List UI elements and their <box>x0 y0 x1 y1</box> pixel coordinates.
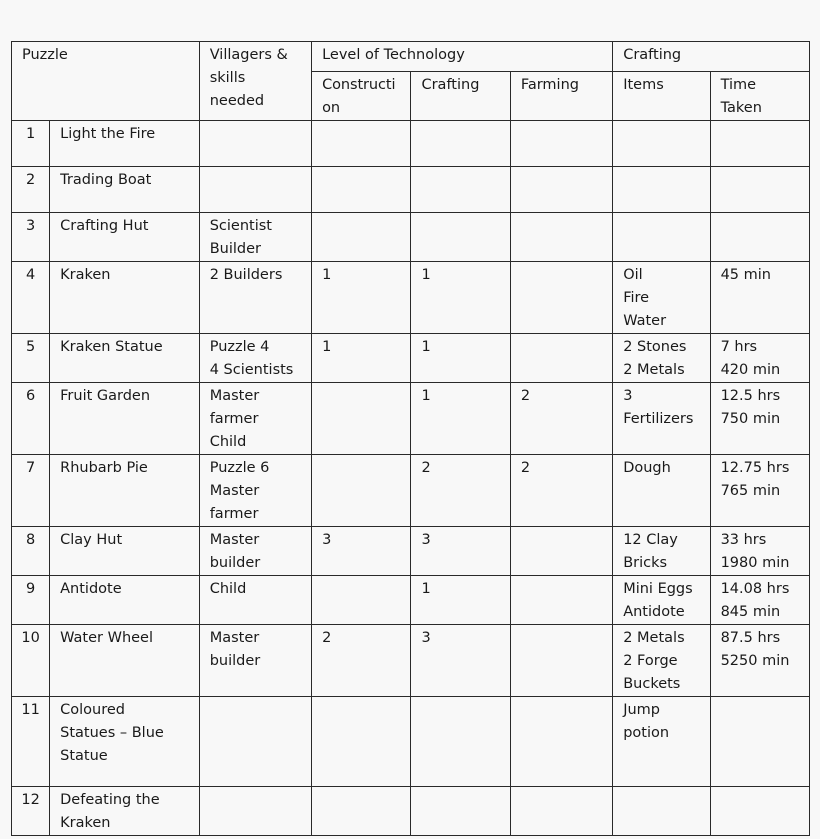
time-taken: 87.5 hrs 5250 min <box>710 625 809 697</box>
row-number: 10 <box>12 625 50 697</box>
table-row <box>12 383 810 455</box>
farming-level <box>510 213 612 262</box>
puzzle-name: Crafting Hut <box>50 213 200 262</box>
villagers-skills: Puzzle 4 4 Scientists <box>199 334 311 383</box>
time-taken <box>710 121 809 167</box>
puzzle-name: Rhubarb Pie <box>50 455 200 527</box>
puzzle-name: Fruit Garden <box>50 383 200 455</box>
document-page <box>11 41 810 836</box>
crafting-level: 3 <box>411 625 510 697</box>
construction-level <box>312 121 411 167</box>
time-taken: 7 hrs 420 min <box>710 334 809 383</box>
header-construction: Constructi on <box>312 72 411 121</box>
farming-level <box>510 787 612 836</box>
farming-level: 2 <box>510 383 612 455</box>
villagers-skills: Master builder <box>199 625 311 697</box>
villagers-skills: Scientist Builder <box>199 213 311 262</box>
time-taken: 12.75 hrs 765 min <box>710 455 809 527</box>
crafting-level: 1 <box>411 576 510 625</box>
puzzle-name: Water Wheel <box>50 625 200 697</box>
row-number: 9 <box>12 576 50 625</box>
construction-level: 1 <box>312 262 411 334</box>
crafting-items: Oil Fire Water <box>613 262 710 334</box>
crafting-level: 1 <box>411 383 510 455</box>
construction-level <box>312 697 411 787</box>
header-level-of-technology: Level of Technology <box>312 42 613 72</box>
crafting-level <box>411 787 510 836</box>
farming-level <box>510 121 612 167</box>
time-taken: 14.08 hrs 845 min <box>710 576 809 625</box>
villagers-skills <box>199 121 311 167</box>
crafting-items <box>613 213 710 262</box>
header-puzzle: Puzzle <box>12 42 200 121</box>
table-row <box>12 334 810 383</box>
crafting-items <box>613 121 710 167</box>
puzzle-name: Kraken <box>50 262 200 334</box>
time-taken <box>710 167 809 213</box>
farming-level <box>510 527 612 576</box>
table-row <box>12 697 810 787</box>
row-number: 11 <box>12 697 50 787</box>
construction-level <box>312 383 411 455</box>
construction-level: 3 <box>312 527 411 576</box>
crafting-level <box>411 697 510 787</box>
row-number: 2 <box>12 167 50 213</box>
construction-level <box>312 576 411 625</box>
villagers-skills: Puzzle 6 Master farmer <box>199 455 311 527</box>
crafting-items: Jump potion <box>613 697 710 787</box>
puzzle-name: Trading Boat <box>50 167 200 213</box>
crafting-items: Mini Eggs Antidote <box>613 576 710 625</box>
villagers-skills <box>199 787 311 836</box>
table-row <box>12 121 810 167</box>
villagers-skills: Master farmer Child <box>199 383 311 455</box>
row-number: 1 <box>12 121 50 167</box>
crafting-level <box>411 167 510 213</box>
table-row <box>12 213 810 262</box>
header-crafting-group: Crafting <box>613 42 810 72</box>
table-row <box>12 262 810 334</box>
farming-level <box>510 167 612 213</box>
table-row <box>12 625 810 697</box>
row-number: 4 <box>12 262 50 334</box>
crafting-level <box>411 121 510 167</box>
farming-level <box>510 334 612 383</box>
crafting-items: 12 Clay Bricks <box>613 527 710 576</box>
row-number: 8 <box>12 527 50 576</box>
puzzle-name: Defeating the Kraken <box>50 787 200 836</box>
table-row <box>12 167 810 213</box>
villagers-skills: Child <box>199 576 311 625</box>
villagers-skills: Master builder <box>199 527 311 576</box>
crafting-level: 1 <box>411 334 510 383</box>
time-taken <box>710 787 809 836</box>
crafting-items: 2 Stones 2 Metals <box>613 334 710 383</box>
farming-level <box>510 262 612 334</box>
crafting-level: 2 <box>411 455 510 527</box>
construction-level <box>312 787 411 836</box>
puzzle-table <box>11 41 810 836</box>
construction-level: 1 <box>312 334 411 383</box>
crafting-level: 3 <box>411 527 510 576</box>
villagers-skills <box>199 697 311 787</box>
table-row <box>12 787 810 836</box>
time-taken: 12.5 hrs 750 min <box>710 383 809 455</box>
row-number: 5 <box>12 334 50 383</box>
header-farming: Farming <box>510 72 612 121</box>
farming-level <box>510 697 612 787</box>
construction-level: 2 <box>312 625 411 697</box>
crafting-level: 1 <box>411 262 510 334</box>
crafting-level <box>411 213 510 262</box>
villagers-skills: 2 Builders <box>199 262 311 334</box>
crafting-items <box>613 167 710 213</box>
time-taken: 33 hrs 1980 min <box>710 527 809 576</box>
puzzle-name: Antidote <box>50 576 200 625</box>
crafting-items <box>613 787 710 836</box>
farming-level: 2 <box>510 455 612 527</box>
header-items: Items <box>613 72 710 121</box>
row-number: 7 <box>12 455 50 527</box>
crafting-items: 3 Fertilizers <box>613 383 710 455</box>
table-row <box>12 455 810 527</box>
header-crafting: Crafting <box>411 72 510 121</box>
crafting-items: Dough <box>613 455 710 527</box>
header-villagers: Villagers & skills needed <box>199 42 311 121</box>
time-taken <box>710 697 809 787</box>
row-number: 3 <box>12 213 50 262</box>
row-number: 12 <box>12 787 50 836</box>
header-time-taken: Time Taken <box>710 72 809 121</box>
construction-level <box>312 167 411 213</box>
time-taken <box>710 213 809 262</box>
villagers-skills <box>199 167 311 213</box>
farming-level <box>510 576 612 625</box>
puzzle-name: Light the Fire <box>50 121 200 167</box>
puzzle-name: Kraken Statue <box>50 334 200 383</box>
crafting-items: 2 Metals 2 Forge Buckets <box>613 625 710 697</box>
row-number: 6 <box>12 383 50 455</box>
table-row <box>12 527 810 576</box>
puzzle-name: Clay Hut <box>50 527 200 576</box>
puzzle-name: Coloured Statues – Blue Statue <box>50 697 200 787</box>
time-taken: 45 min <box>710 262 809 334</box>
table-row <box>12 576 810 625</box>
construction-level <box>312 213 411 262</box>
farming-level <box>510 625 612 697</box>
construction-level <box>312 455 411 527</box>
